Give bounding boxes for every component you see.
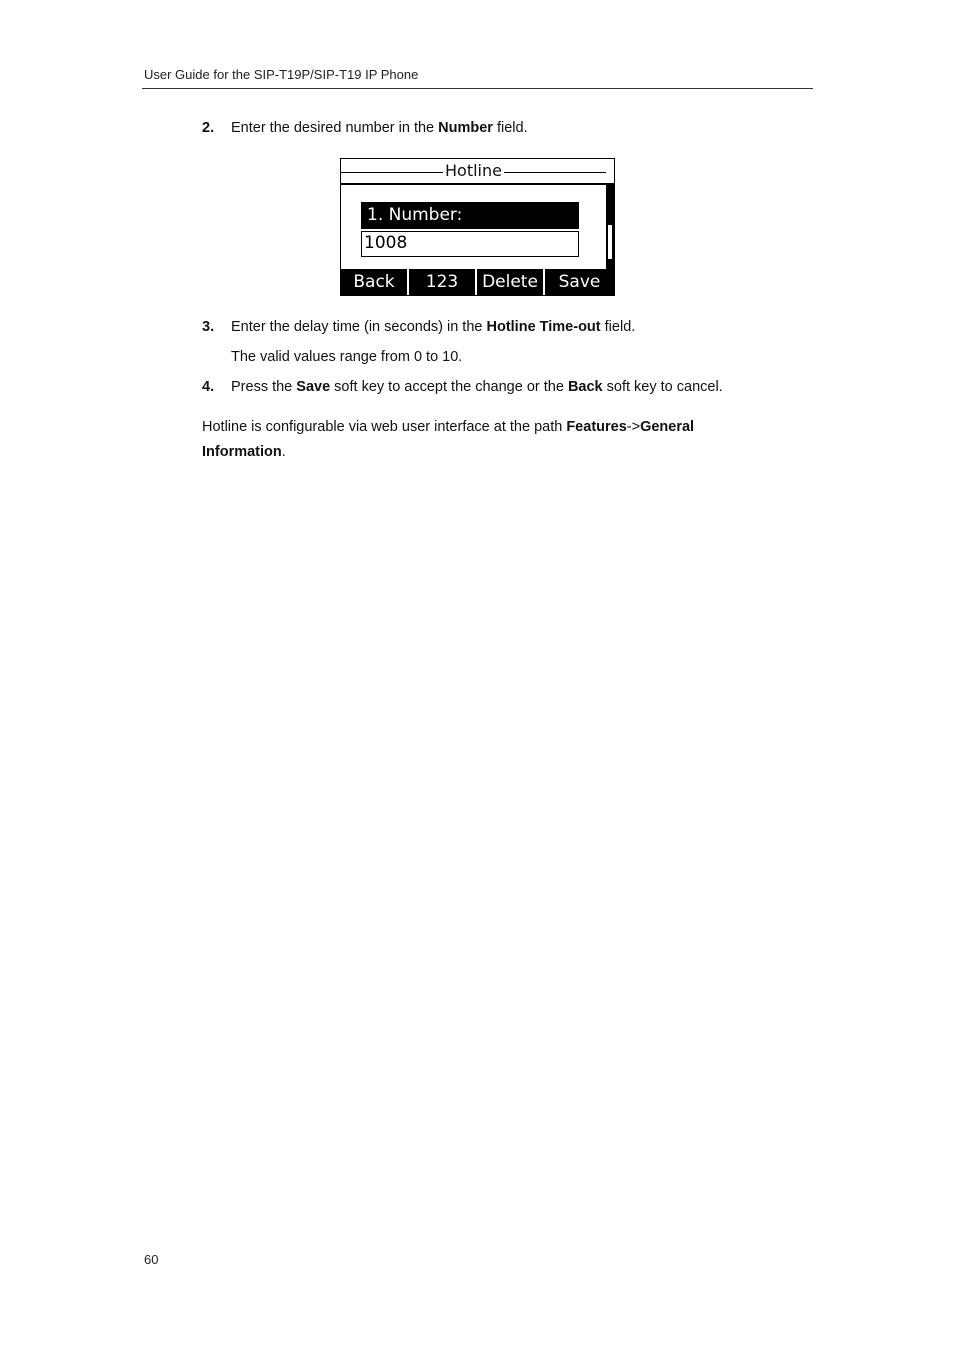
menu-path-information: Information bbox=[202, 444, 282, 460]
paragraph-end: . bbox=[281, 444, 286, 460]
field-name-hotline-timeout: Hotline Time-out bbox=[486, 319, 601, 335]
softkey-name-save: Save bbox=[296, 379, 331, 395]
step-text-part: field. bbox=[600, 319, 636, 335]
softkey-name-back: Back bbox=[567, 379, 603, 395]
number-field-label: 1. Number: bbox=[361, 202, 579, 229]
step-text-part: Enter the desired number in the bbox=[231, 120, 439, 136]
step-text-part: Press the bbox=[231, 379, 297, 395]
number-field-input[interactable]: 1008 bbox=[361, 231, 579, 257]
menu-path-features: Features bbox=[566, 419, 627, 435]
paragraph-text: Hotline is configurable via web user interface at the path bbox=[202, 419, 567, 435]
step-number: 2. bbox=[202, 120, 215, 136]
path-separator: -> bbox=[626, 419, 641, 435]
header-divider bbox=[142, 88, 813, 89]
step-text bbox=[231, 118, 528, 138]
input-method-softkey[interactable]: 123 bbox=[409, 269, 477, 295]
delete-softkey[interactable]: Delete bbox=[477, 269, 545, 295]
note-text: The valid values range from 0 to 10. bbox=[231, 349, 463, 365]
softkey-bar bbox=[341, 269, 614, 295]
step-number: 3. bbox=[202, 319, 215, 335]
running-header: User Guide for the SIP-T19P/SIP-T19 IP Phone bbox=[144, 67, 419, 82]
page-number: 60 bbox=[144, 1252, 159, 1267]
field-name-number: Number bbox=[438, 120, 493, 136]
scrollbar-thumb bbox=[608, 225, 612, 259]
phone-screen bbox=[340, 158, 615, 296]
step-text-part: Enter the delay time (in seconds) in the bbox=[231, 319, 487, 335]
web-config-paragraph bbox=[202, 415, 802, 465]
back-softkey[interactable]: Back bbox=[341, 269, 409, 295]
step-text-part: soft key to accept the change or the bbox=[330, 379, 568, 395]
save-softkey[interactable]: Save bbox=[558, 272, 601, 292]
menu-path-general: General bbox=[640, 419, 695, 435]
step-number: 4. bbox=[202, 379, 215, 395]
step-text-part: field. bbox=[492, 120, 528, 136]
step-text-part: soft key to cancel. bbox=[602, 379, 723, 395]
step-text bbox=[231, 377, 723, 397]
step-text bbox=[231, 317, 635, 337]
screen-title-text: Hotline bbox=[445, 161, 502, 180]
screen-title-rule bbox=[341, 183, 614, 185]
screen-title bbox=[341, 160, 606, 182]
